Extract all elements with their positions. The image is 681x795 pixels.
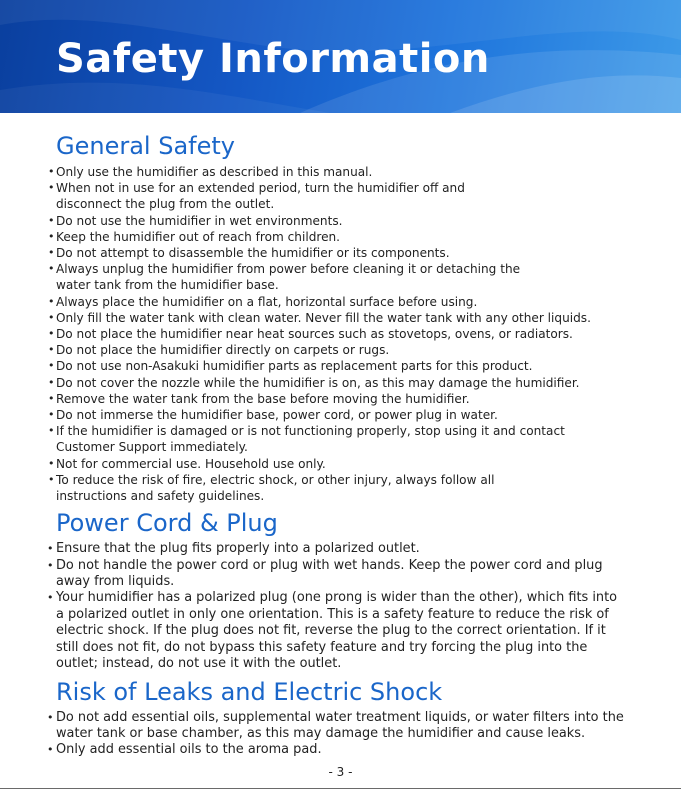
list-item: • Only add essential oils to the aroma pad. bbox=[0, 742, 681, 758]
list-item: • Do not attempt to disassemble the humidifier or its components. bbox=[0, 245, 681, 261]
list-item: • When not in use for an extended period, turn the humidifier off and disconnect the plug from the outlet. bbox=[0, 180, 681, 212]
power-cord-plug-list bbox=[0, 541, 681, 672]
list-item: • Do not use non-Asakuki humidifier parts as replacement parts for this product. bbox=[0, 358, 681, 374]
list-item: • Always place the humidifier on a flat, horizontal surface before using. bbox=[0, 294, 681, 310]
list-item: • Only fill the water tank with clean water. Never fill the water tank with any other liquids. bbox=[0, 310, 681, 326]
list-item: • Do not place the humidifier near heat sources such as stovetops, ovens, or radiators. bbox=[0, 326, 681, 342]
list-item: • Keep the humidifier out of reach from children. bbox=[0, 229, 681, 245]
section-title-power-cord-plug: Power Cord & Plug bbox=[56, 509, 278, 538]
safety-content bbox=[0, 132, 681, 764]
list-item: • Always unplug the humidifier from power before cleaning it or detaching the water tank from the humidifier base. bbox=[0, 261, 681, 293]
footer-divider bbox=[0, 788, 681, 789]
header-banner bbox=[0, 0, 681, 113]
section-title-general-safety: General Safety bbox=[56, 132, 235, 160]
list-item: • If the humidifier is damaged or is not functioning properly, stop using it and contact Customer Support immediately. bbox=[0, 423, 681, 455]
list-item: • Do not handle the power cord or plug with wet hands. Keep the power cord and plug away from liquids. bbox=[0, 558, 681, 591]
list-item: • Remove the water tank from the base before moving the humidifier. bbox=[0, 391, 681, 407]
general-safety-list bbox=[0, 164, 681, 504]
list-item: • Do not cover the nozzle while the humidifier is on, as this may damage the humidifier. bbox=[0, 375, 681, 391]
list-item: • To reduce the risk of fire, electric shock, or other injury, always follow all instructions and safety guidelines. bbox=[0, 472, 681, 504]
page-number: - 3 - bbox=[328, 765, 353, 779]
list-item: • Do not place the humidifier directly on carpets or rugs. bbox=[0, 342, 681, 358]
list-item: • Your humidifier has a polarized plug (one prong is wider than the other), which fits into a polarized outlet in only one orientation. This is a safety feature to reduce the risk of electric shock. If the plug does not fit, reverse the plug to the correct orientation. If it still does not fit, do not bypass this safety feature and try forcing the plug into the outlet; instead, do not use it with the outlet. bbox=[0, 590, 681, 672]
list-item: • Do not add essential oils, supplemental water treatment liquids, or water filters into the water tank or base chamber, as this may damage the humidifier and cause leaks. bbox=[0, 710, 681, 743]
list-item: • Do not immerse the humidifier base, power cord, or power plug in water. bbox=[0, 407, 681, 423]
list-item: • Ensure that the plug fits properly into a polarized outlet. bbox=[0, 541, 681, 557]
page-title: Safety Information bbox=[56, 36, 490, 82]
list-item: • Not for commercial use. Household use only. bbox=[0, 456, 681, 472]
section-title-risk-of-leaks: Risk of Leaks and Electric Shock bbox=[56, 677, 443, 706]
list-item: • Do not use the humidifier in wet environments. bbox=[0, 213, 681, 229]
risk-of-leaks-list bbox=[0, 710, 681, 759]
list-item: • Only use the humidifier as described in this manual. bbox=[0, 164, 681, 180]
